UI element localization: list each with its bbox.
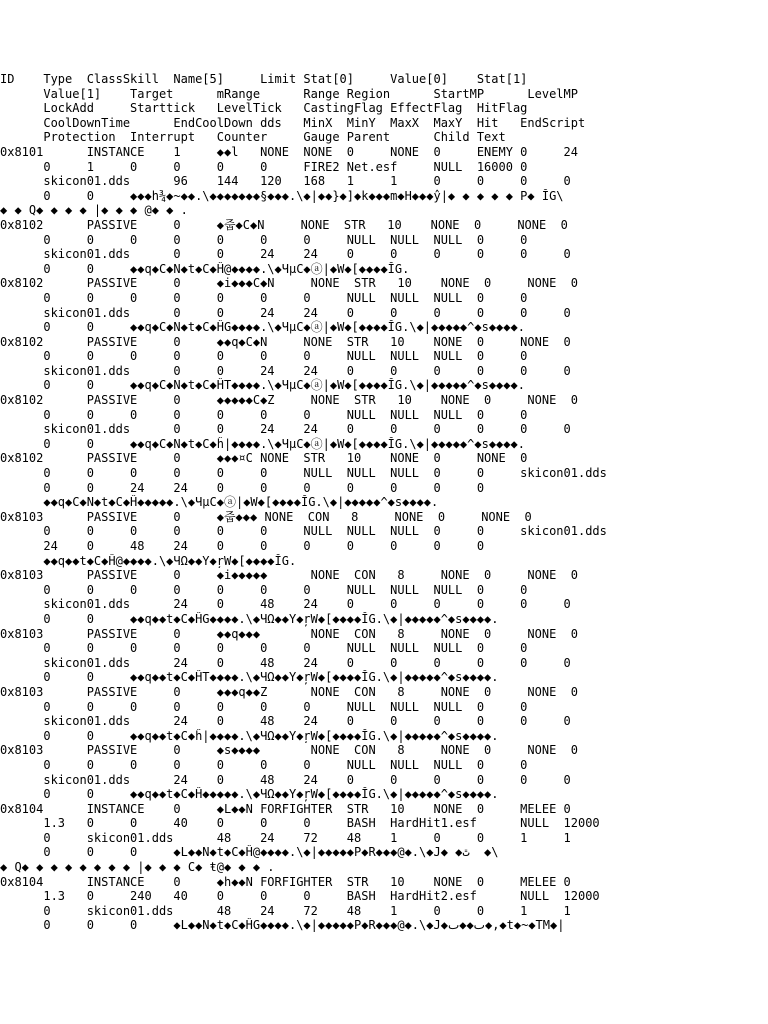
record-line: 0x8102 PASSIVE 0 ◆줍◆C◆N NONE STR 10 NONE 0 NONE 0 [0,217,568,232]
record-line: 0x8103 PASSIVE 0 ◆◆◆q◆◆Z NONE CON 8 NONE 0 NONE 0 [0,684,578,699]
record-line: 0x8102 PASSIVE 0 ◆◆q◆C◆N NONE STR 10 NONE 0 NONE 0 [0,334,571,349]
record-line: ◆ Q◆ ◆ ◆ ◆ ◆ ◆ ◆ ◆ |◆ ◆ ◆ C◆ ŧ@◆ ◆ ◆ . [0,860,275,875]
record-line: 0 0 0 0 0 0 NULL NULL NULL 0 0 skicon01.dds [0,524,607,539]
record-line: ◆◆q◆C◆N◆t◆C◆Ĥ◆◆◆◆◆.\◆ЧµC◆ⓐ|◆W◆[◆◆◆◆ĬG.\◆|◆◆◆◆◆^◆s◆◆◆◆. [0,495,439,510]
record-line: Value[1] Target mRange Range Region StartMP LevelMP [0,86,578,101]
record-line: 0 0 ◆◆q◆C◆N◆t◆C◆ĤG◆◆◆◆.\◆ЧµC◆ⓐ|◆W◆[◆◆◆◆ĬG.\◆|◆◆◆◆◆^◆s◆◆◆◆. [0,320,525,335]
record-line: 0 0 ◆◆q◆C◆N◆t◆C◆ĤT◆◆◆◆.\◆ЧµC◆ⓐ|◆W◆[◆◆◆◆ĬG.\◆|◆◆◆◆◆^◆s◆◆◆◆. [0,378,525,393]
record-line: 0 0 ◆◆◆h¾◆~◆◆.\◆◆◆◆◆◆◆§◆◆◆.\◆|◆◆}◆]◆k◆◆◆m◆H◆◆◆ŷ|◆ ◆ ◆ ◆ ◆ P◆ ĬG\ [0,188,564,203]
record-line: 0 0 0 0 0 0 0 NULL NULL NULL 0 0 [0,349,528,364]
record-line: 0x8102 PASSIVE 0 ◆◆◆¤C NONE STR 10 NONE 0 NONE 0 [0,451,528,466]
record-line: CoolDownTime EndCoolDown dds MinX MinY MaxX MaxY Hit EndScript [0,115,586,130]
record-line: skicon01.dds 24 0 48 24 0 0 0 0 0 0 [0,655,571,670]
record-line: 0x8103 PASSIVE 0 ◆◆q◆◆◆ NONE CON 8 NONE 0 NONE 0 [0,626,578,641]
record-line: skicon01.dds 0 0 24 24 0 0 0 0 0 0 [0,305,571,320]
record-line: 0 0 0 0 0 0 0 NULL NULL NULL 0 0 [0,699,528,714]
record-line: LockAdd Starttick LevelTick CastingFlag EffectFlag HitFlag [0,101,528,116]
record-line: 0 skicon01.dds 48 24 72 48 1 0 0 1 1 [0,903,571,918]
record-line: 0 0 0 0 0 0 0 NULL NULL NULL 0 0 [0,757,528,772]
record-line: skicon01.dds 24 0 48 24 0 0 0 0 0 0 [0,597,571,612]
record-line: skicon01.dds 0 0 24 24 0 0 0 0 0 0 [0,247,571,262]
record-line: 1.3 0 240 40 0 0 0 BASH HardHit2.esf NULL 12000 [0,889,600,904]
record-line: 0 0 0 0 0 0 0 NULL NULL NULL 0 0 [0,232,528,247]
document-text [0,72,768,933]
record-line: 0 0 0 0 0 0 NULL NULL NULL 0 0 skicon01.dds [0,466,607,481]
record-line: Protection Interrupt Counter Gauge Parent Child Text [0,130,506,145]
record-line: 0 0 ◆◆q◆C◆N◆t◆C◆Ĥ@◆◆◆◆.\◆ЧµC◆ⓐ|◆W◆[◆◆◆◆ĬG. [0,261,410,276]
record-line: ◆ ◆ Q◆ ◆ ◆ ◆ |◆ ◆ ◆ @◆ ◆ . [0,203,188,218]
record-line: skicon01.dds 0 0 24 24 0 0 0 0 0 0 [0,422,571,437]
record-line: 0x8104 INSTANCE 0 ◆h◆◆N FORFIGHTER STR 10 NONE 0 MELEE 0 [0,874,571,889]
record-line: 0 0 0 0 0 0 0 NULL NULL NULL 0 0 [0,407,528,422]
record-line: 0 skicon01.dds 48 24 72 48 1 0 0 1 1 [0,830,571,845]
record-line: skicon01.dds 96 144 120 168 1 1 0 0 0 0 [0,174,571,189]
record-line: 0 0 ◆◆q◆◆t◆C◆ĤG◆◆◆◆.\◆ЧΩ◆◆Y◆ŗW◆[◆◆◆◆ĬG.\◆|◆◆◆◆◆^◆s◆◆◆◆. [0,611,499,626]
record-line: skicon01.dds 0 0 24 24 0 0 0 0 0 0 [0,363,571,378]
record-line: 0x8103 PASSIVE 0 ◆s◆◆◆◆ NONE CON 8 NONE 0 NONE 0 [0,743,578,758]
record-line: 0 0 0 0 0 0 0 NULL NULL NULL 0 0 [0,641,528,656]
record-line: 0x8101 INSTANCE 1 ◆◆l NONE NONE 0 NONE 0 ENEMY 0 24 [0,144,578,159]
record-line: 0 0 24 24 0 0 0 0 0 0 0 [0,480,485,495]
record-line: skicon01.dds 24 0 48 24 0 0 0 0 0 0 [0,772,571,787]
record-line: 0x8103 PASSIVE 0 ◆i◆◆◆◆◆ NONE CON 8 NONE 0 NONE 0 [0,568,578,583]
record-line: 0x8104 INSTANCE 0 ◆L◆◆N FORFIGHTER STR 10 NONE 0 MELEE 0 [0,801,571,816]
record-line: 0 0 0 ◆L◆◆N◆t◆C◆ĤG◆◆◆◆.\◆|◆◆◆◆◆P◆R◆◆◆@◆.\◆J◆ٮ◆◆ٮ◆,◆t◆~◆TM◆| [0,918,565,933]
record-line: 0 0 0 ◆L◆◆N◆t◆C◆Ĥ@◆◆◆◆.\◆|◆◆◆◆◆P◆R◆◆◆@◆.\◆J◆ ◆ٿ ◆\ [0,845,499,860]
record-line: 0 0 0 0 0 0 0 NULL NULL NULL 0 0 [0,290,528,305]
record-line: 0 0 ◆◆q◆◆t◆C◆ĥ|◆◆◆◆.\◆ЧΩ◆◆Y◆ŗW◆[◆◆◆◆ĬG.\◆|◆◆◆◆◆^◆s◆◆◆◆. [0,728,499,743]
record-line: 0x8102 PASSIVE 0 ◆i◆◆◆C◆N NONE STR 10 NONE 0 NONE 0 [0,276,578,291]
record-line: skicon01.dds 24 0 48 24 0 0 0 0 0 0 [0,714,571,729]
column-header-line: ID Type ClassSkill Name[5] Limit Stat[0] Value[0] Stat[1] [0,72,528,86]
record-line: ◆◆q◆◆t◆C◆Ĥ@◆◆◆◆.\◆ЧΩ◆◆Y◆ŗW◆[◆◆◆◆ĬG. [0,553,297,568]
record-line: 0 0 ◆◆q◆◆t◆C◆ĤT◆◆◆◆.\◆ЧΩ◆◆Y◆ŗW◆[◆◆◆◆ĬG.\◆|◆◆◆◆◆^◆s◆◆◆◆. [0,670,499,685]
record-line: 0 0 ◆◆q◆◆t◆C◆Ĥ◆◆◆◆◆.\◆ЧΩ◆◆Y◆ŗW◆[◆◆◆◆ĬG.\◆|◆◆◆◆◆^◆s◆◆◆◆. [0,787,499,802]
record-line: 0x8103 PASSIVE 0 ◆줍◆◆◆ NONE CON 8 NONE 0 NONE 0 [0,509,532,524]
record-line: 1.3 0 0 40 0 0 0 BASH HardHit1.esf NULL 12000 [0,816,600,831]
record-line: 0 1 0 0 0 0 FIRE2 Net.esf NULL 16000 0 [0,159,528,174]
record-line: 24 0 48 24 0 0 0 0 0 0 0 [0,539,485,553]
record-line: 0 0 0 0 0 0 0 NULL NULL NULL 0 0 [0,582,528,597]
record-line: 0x8102 PASSIVE 0 ◆◆◆◆◆C◆Z NONE STR 10 NONE 0 NONE 0 [0,393,578,408]
record-line: 0 0 ◆◆q◆C◆N◆t◆C◆ĥ|◆◆◆◆.\◆ЧµC◆ⓐ|◆W◆[◆◆◆◆ĬG.\◆|◆◆◆◆◆^◆s◆◆◆◆. [0,436,525,451]
